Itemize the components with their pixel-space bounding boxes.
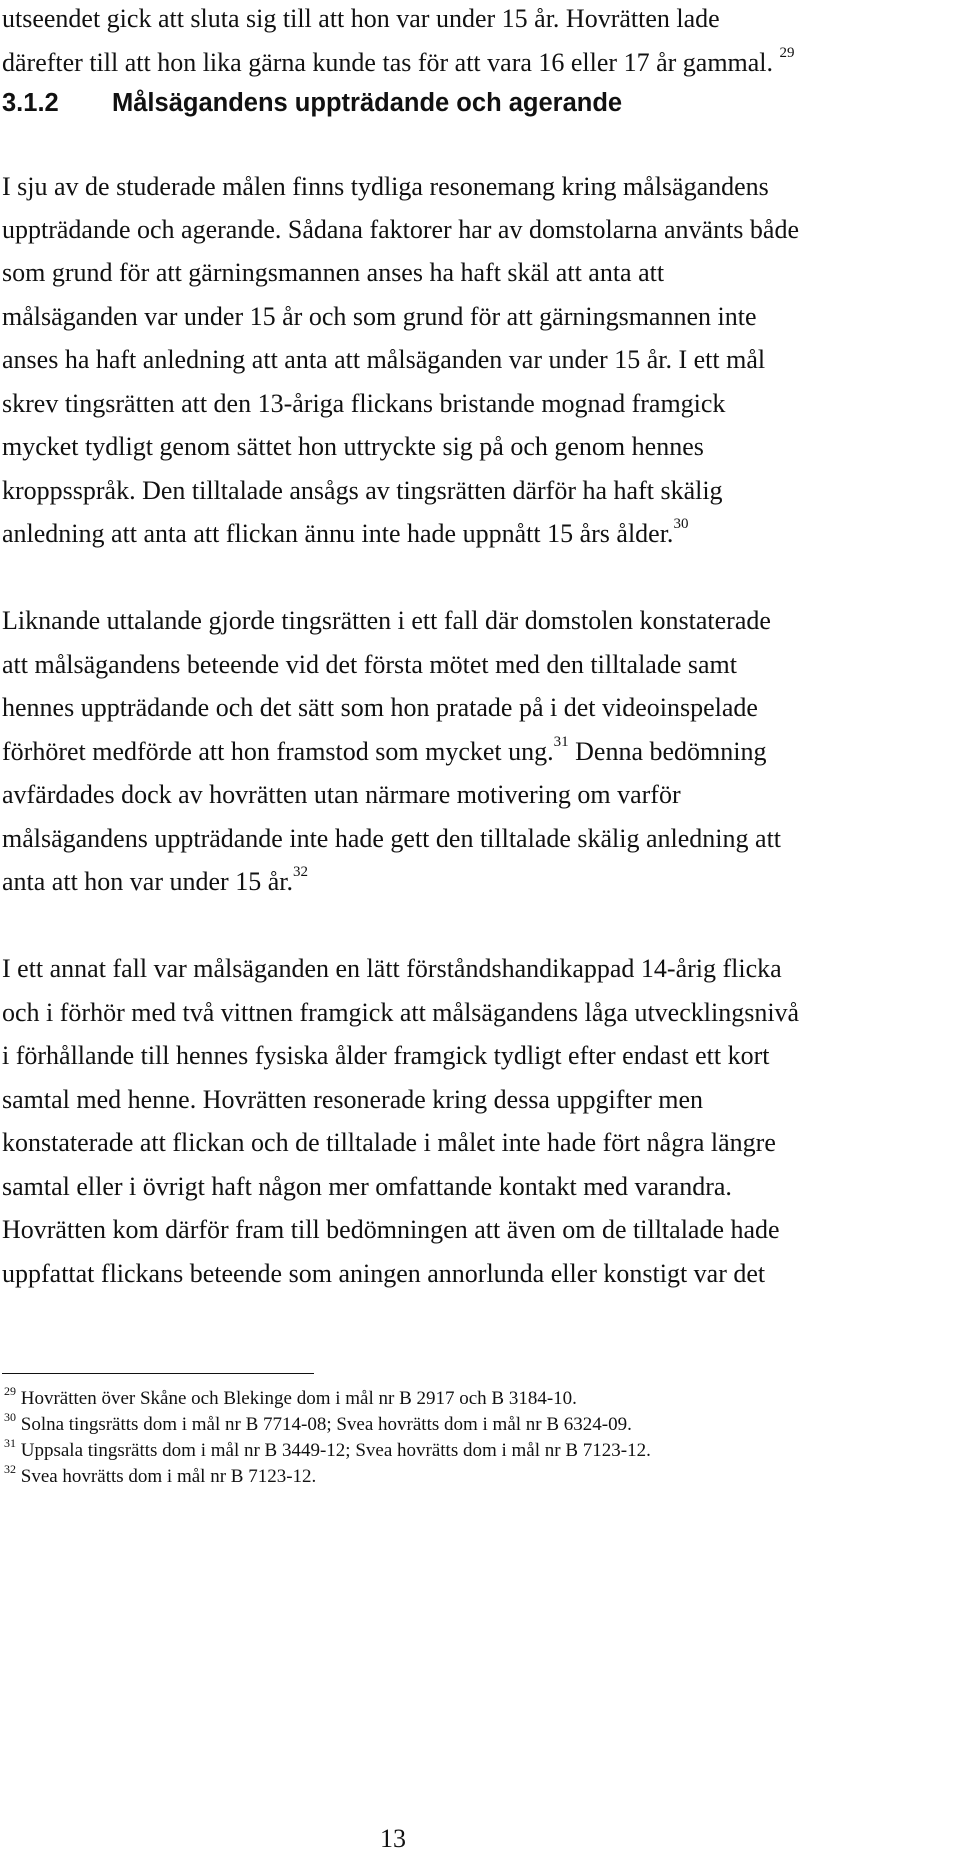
body-line: konstaterade att flickan och de tilltalade i målet inte hade fört några längre xyxy=(2,1128,776,1157)
footnote-ref-29[interactable]: 29 xyxy=(779,45,795,62)
body-line: skrev tingsrätten att den 13-åriga flickans bristande mognad framgick xyxy=(2,389,726,418)
footnote-ref-31[interactable]: 31 xyxy=(553,734,569,751)
footnote-31: $^{31}$ Uppsala tingsrätts dom i mål nr B 3449-12; Svea hovrätts dom i mål nr B 7123-12. xyxy=(4,1435,651,1461)
body-line: samtal eller i övrigt haft någon mer omfattande kontakt med varandra. xyxy=(2,1172,732,1201)
body-line: uppfattat flickans beteende som aningen annorlunda eller konstigt var det xyxy=(2,1259,766,1288)
body-line: Hovrätten kom därför fram till bedömningen att även om de tilltalade hade xyxy=(2,1215,780,1244)
body-line: kroppsspråk. Den tilltalade ansågs av tingsrätten därför ha haft skälig xyxy=(2,476,723,505)
body-line: att målsägandens beteende vid det första mötet med den tilltalade samt xyxy=(2,650,737,679)
footnote-ref-32[interactable]: 32 xyxy=(292,864,308,881)
footnote-number: 29 xyxy=(4,1383,16,1398)
footnote-number: 30 xyxy=(4,1409,16,1424)
body-line: och i förhör med två vittnen framgick att målsägandens låga utvecklingsnivå xyxy=(2,998,800,1027)
section-heading xyxy=(2,88,622,118)
body-line: samtal med henne. Hovrätten resonerade kring dessa uppgifter men xyxy=(2,1085,704,1114)
body-line: hennes uppträdande och det sätt som hon pratade på i det videoinspelade xyxy=(2,693,758,722)
footnote-ref-30[interactable]: 30 xyxy=(673,516,689,533)
body-line: I ett annat fall var målsäganden en lätt förståndshandikappad 14-årig flicka xyxy=(2,954,782,983)
body-line: Liknande uttalande gjorde tingsrätten i ett fall där domstolen konstaterade xyxy=(2,606,771,635)
footnote-separator xyxy=(2,1373,314,1374)
body-line: avfärdades dock av hovrätten utan närmare motivering om varför xyxy=(2,780,681,809)
body-line: förhöret medförde att hon framstod som mycket ung.$^{31}$ Denna bedömning xyxy=(2,734,767,766)
section-title: Målsägandens uppträdande och agerande xyxy=(112,89,623,117)
body-line: uppträdande och agerande. Sådana faktorer har av domstolarna använts både xyxy=(2,215,799,244)
footnote-30: $^{30}$ Solna tingsrätts dom i mål nr B 7714-08; Svea hovrätts dom i mål nr B 6324-09. xyxy=(4,1409,632,1435)
body-line: anta att hon var under 15 år.$^{32}$ xyxy=(2,864,308,896)
page-number: 13 xyxy=(380,1824,406,1853)
footnote-number: 32 xyxy=(4,1461,16,1476)
section-number: 3.1.2 xyxy=(2,89,59,117)
body-line: utseendet gick att sluta sig till att hon var under 15 år. Hovrätten lade xyxy=(2,4,720,33)
body-line: målsäganden var under 15 år och som grund för att gärningsmannen inte xyxy=(2,302,757,331)
footnote-29: $^{29}$ Hovrätten över Skåne och Blekinge dom i mål nr B 2917 och B 3184-10. xyxy=(4,1383,577,1409)
body-line: målsägandens uppträdande inte hade gett den tilltalade skälig anledning att xyxy=(2,824,782,853)
body-line: I sju av de studerade målen finns tydliga resonemang kring målsägandens xyxy=(2,172,769,201)
body-line: anledning att anta att flickan ännu inte hade uppnått 15 års ålder.$^{30}$ xyxy=(2,516,689,548)
footnote-number: 31 xyxy=(4,1435,16,1450)
body-line: som grund för att gärningsmannen anses ha haft skäl att anta att xyxy=(2,258,665,287)
body-line: därefter till att hon lika gärna kunde tas för att vara 16 eller 17 år gammal. $^{29}$ xyxy=(2,45,795,77)
body-line: anses ha haft anledning att anta att målsäganden var under 15 år. I ett mål xyxy=(2,345,766,374)
body-line: i förhållande till hennes fysiska ålder framgick tydligt efter endast ett kort xyxy=(2,1041,770,1070)
body-line: mycket tydligt genom sättet hon uttryckte sig på och genom hennes xyxy=(2,432,704,461)
footnote-32: $^{32}$ Svea hovrätts dom i mål nr B 7123-12. xyxy=(4,1461,317,1487)
